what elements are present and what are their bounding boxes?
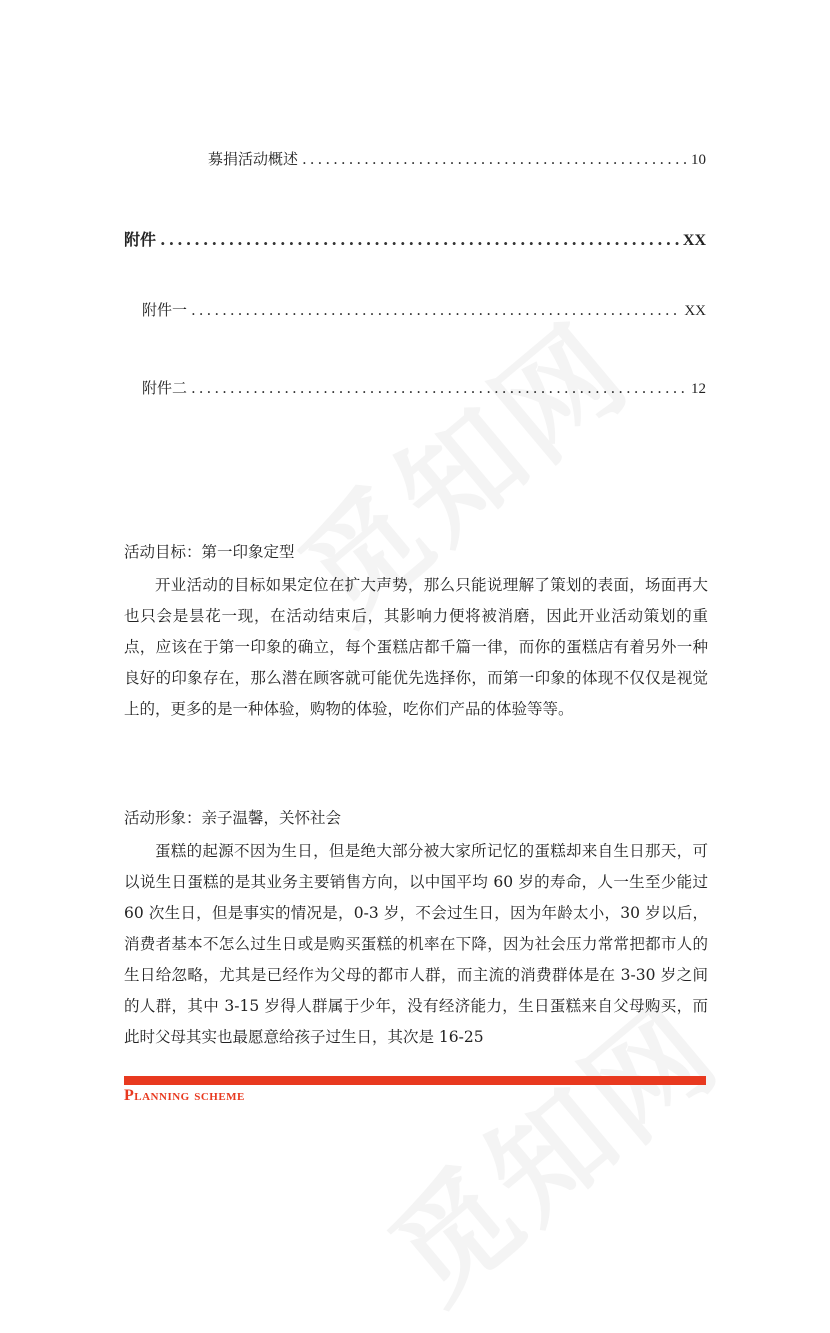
section-body: 蛋糕的起源不因为生日，但是绝大部分被大家所记忆的蛋糕却来自生日那天，可以说生日蛋糕的是其业务主要销售方向，以中国平均 60 岁的寿命，人一生至少能过 60 次生日，但是事实的情况是，0-3 岁，不会过生日，因为年龄太小，30 岁以后，消费者基本不怎么过生日或是购买蛋糕的机率在下降，因为社会压力常常把都市人的生日给忽略，尤其是已经作为父母的都市人群，而主流的消费群体是在 3-30 岁之间的人群，其中 3-15 岁得人群属于少年，没有经济能力，生日蛋糕来自父母购买，而此时父母其实也最愿意给孩子过生日，其次是 16-25 [124,842,708,1046]
toc-entry-page: 12 [691,381,706,397]
section-activity-image [124,803,708,1053]
section-body: 开业活动的目标如果定位在扩大声势，那么只能说理解了策划的表面，场面再大也只会是昙花一现，在活动结束后，其影响力便将被消磨，因此开业活动策划的重点，应该在于第一印象的确立，每个蛋糕店都千篇一律，而你的蛋糕店有着另外一种良好的印象存在，那么潜在顾客就可能优先选择你，而第一印象的体现不仅仅是视觉上的，更多的是一种体验，购物的体验，吃你们产品的体验等等。 [124,576,708,718]
footer-label: Planning scheme [124,1087,245,1104]
section-heading: 活动形象：亲子温馨，关怀社会 [124,809,342,827]
toc-leader-dots [302,150,687,168]
toc-entry-fundraising-overview[interactable] [208,148,706,169]
footer-accent-bar [124,1076,706,1085]
toc-entry-appendix-two[interactable] [142,377,706,398]
toc-entry-appendix-one[interactable] [142,299,706,320]
toc-leader-dots [191,379,687,397]
section-heading: 活动目标：第一印象定型 [124,543,295,561]
section-activity-goal [124,537,708,725]
toc-entry-label: 附件 [124,230,157,249]
toc-entry-label: 附件一 [142,301,188,319]
toc-entry-label: 募捐活动概述 [208,150,299,168]
toc-entry-page: XX [684,303,706,319]
toc-entry-page: XX [682,232,706,249]
toc-entry-appendix[interactable] [124,227,706,250]
toc-entry-label: 附件二 [142,379,188,397]
toc-leader-dots [191,301,680,319]
toc-leader-dots [160,230,679,249]
toc-entry-page: 10 [691,152,706,168]
